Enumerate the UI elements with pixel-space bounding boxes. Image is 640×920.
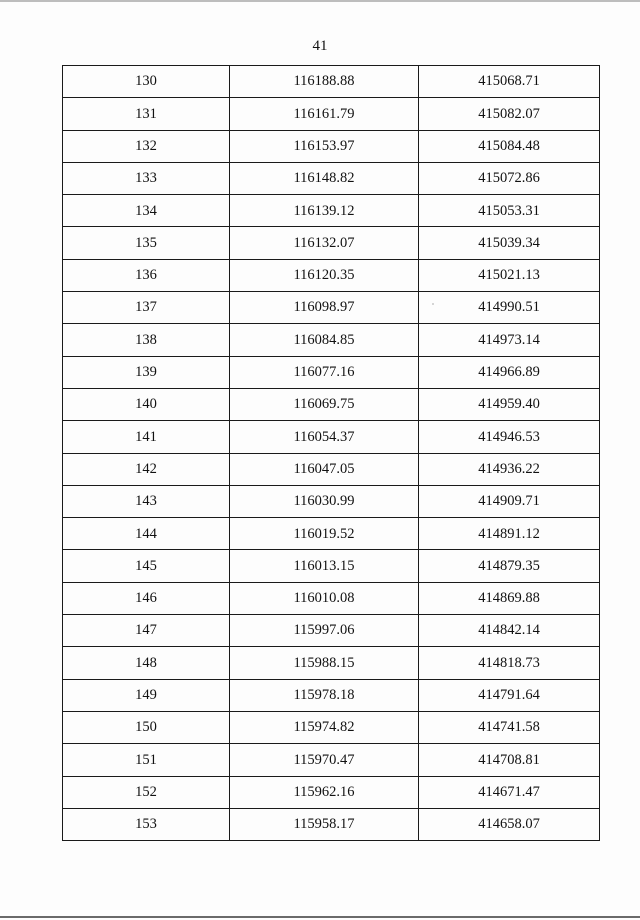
y-coordinate-cell: 415039.34 [419,227,600,259]
y-coordinate-cell: 414891.12 [419,518,600,550]
x-coordinate-cell: 115962.16 [230,776,419,808]
table-row [63,679,600,711]
x-coordinate-cell: 115958.17 [230,808,419,840]
table-row [63,195,600,227]
point-number-cell: 147 [63,615,230,647]
x-coordinate-cell: 116188.88 [230,66,419,98]
table-row [63,550,600,582]
point-number-cell: 149 [63,679,230,711]
x-coordinate-cell: 116153.97 [230,130,419,162]
y-coordinate-cell: 414959.40 [419,388,600,420]
point-number-cell: 141 [63,421,230,453]
y-coordinate-cell: 415072.86 [419,162,600,194]
point-number-cell: 136 [63,259,230,291]
y-coordinate-cell: 414842.14 [419,615,600,647]
table-row [63,647,600,679]
x-coordinate-cell: 115970.47 [230,744,419,776]
table-row [63,421,600,453]
point-number-cell: 134 [63,195,230,227]
table-row [63,259,600,291]
y-coordinate-cell: 415053.31 [419,195,600,227]
point-number-cell: 144 [63,518,230,550]
point-number-cell: 152 [63,776,230,808]
scan-bottom-edge [0,916,640,918]
y-coordinate-cell: 414879.35 [419,550,600,582]
table-row [63,324,600,356]
table-row [63,162,600,194]
point-number-cell: 148 [63,647,230,679]
x-coordinate-cell: 115997.06 [230,615,419,647]
x-coordinate-cell: 116030.99 [230,485,419,517]
table-row [63,227,600,259]
coordinate-table-body [63,66,600,841]
y-coordinate-cell: 414708.81 [419,744,600,776]
x-coordinate-cell: 116132.07 [230,227,419,259]
point-number-cell: 131 [63,98,230,130]
y-coordinate-cell: 414966.89 [419,356,600,388]
table-row [63,66,600,98]
y-coordinate-cell: 415082.07 [419,98,600,130]
x-coordinate-cell: 116054.37 [230,421,419,453]
table-row [63,744,600,776]
point-number-cell: 140 [63,388,230,420]
point-number-cell: 133 [63,162,230,194]
x-coordinate-cell: 116010.08 [230,582,419,614]
y-coordinate-cell: 414946.53 [419,421,600,453]
point-number-cell: 137 [63,292,230,324]
y-coordinate-cell: 414869.88 [419,582,600,614]
point-number-cell: 143 [63,485,230,517]
x-coordinate-cell: 116139.12 [230,195,419,227]
point-number-cell: 146 [63,582,230,614]
x-coordinate-cell: 116084.85 [230,324,419,356]
table-row [63,615,600,647]
table-row [63,388,600,420]
coordinate-table [62,65,600,841]
point-number-cell: 150 [63,711,230,743]
y-coordinate-cell: 415084.48 [419,130,600,162]
table-row [63,808,600,840]
table-row [63,776,600,808]
table-row [63,582,600,614]
point-number-cell: 145 [63,550,230,582]
point-number-cell: 130 [63,66,230,98]
y-coordinate-cell: 414818.73 [419,647,600,679]
table-row [63,130,600,162]
scan-speck [432,303,434,305]
x-coordinate-cell: 115978.18 [230,679,419,711]
x-coordinate-cell: 116120.35 [230,259,419,291]
point-number-cell: 138 [63,324,230,356]
x-coordinate-cell: 115974.82 [230,711,419,743]
x-coordinate-cell: 116148.82 [230,162,419,194]
point-number-cell: 151 [63,744,230,776]
y-coordinate-cell: 414973.14 [419,324,600,356]
y-coordinate-cell: 414936.22 [419,453,600,485]
y-coordinate-cell: 415021.13 [419,259,600,291]
table-row [63,356,600,388]
y-coordinate-cell: 414671.47 [419,776,600,808]
x-coordinate-cell: 116161.79 [230,98,419,130]
x-coordinate-cell: 116047.05 [230,453,419,485]
table-row [63,711,600,743]
table-row [63,453,600,485]
x-coordinate-cell: 116013.15 [230,550,419,582]
table-row [63,292,600,324]
y-coordinate-cell: 414658.07 [419,808,600,840]
point-number-cell: 153 [63,808,230,840]
y-coordinate-cell: 414791.64 [419,679,600,711]
y-coordinate-cell: 414909.71 [419,485,600,517]
table-row [63,485,600,517]
point-number-cell: 142 [63,453,230,485]
page-number: 41 [312,38,328,54]
x-coordinate-cell: 116077.16 [230,356,419,388]
x-coordinate-cell: 116098.97 [230,292,419,324]
y-coordinate-cell: 414990.51 [419,292,600,324]
x-coordinate-cell: 115988.15 [230,647,419,679]
point-number-cell: 135 [63,227,230,259]
point-number-cell: 132 [63,130,230,162]
table-row [63,518,600,550]
y-coordinate-cell: 414741.58 [419,711,600,743]
x-coordinate-cell: 116069.75 [230,388,419,420]
x-coordinate-cell: 116019.52 [230,518,419,550]
y-coordinate-cell: 415068.71 [419,66,600,98]
scan-top-edge [0,0,640,2]
table-row [63,98,600,130]
point-number-cell: 139 [63,356,230,388]
